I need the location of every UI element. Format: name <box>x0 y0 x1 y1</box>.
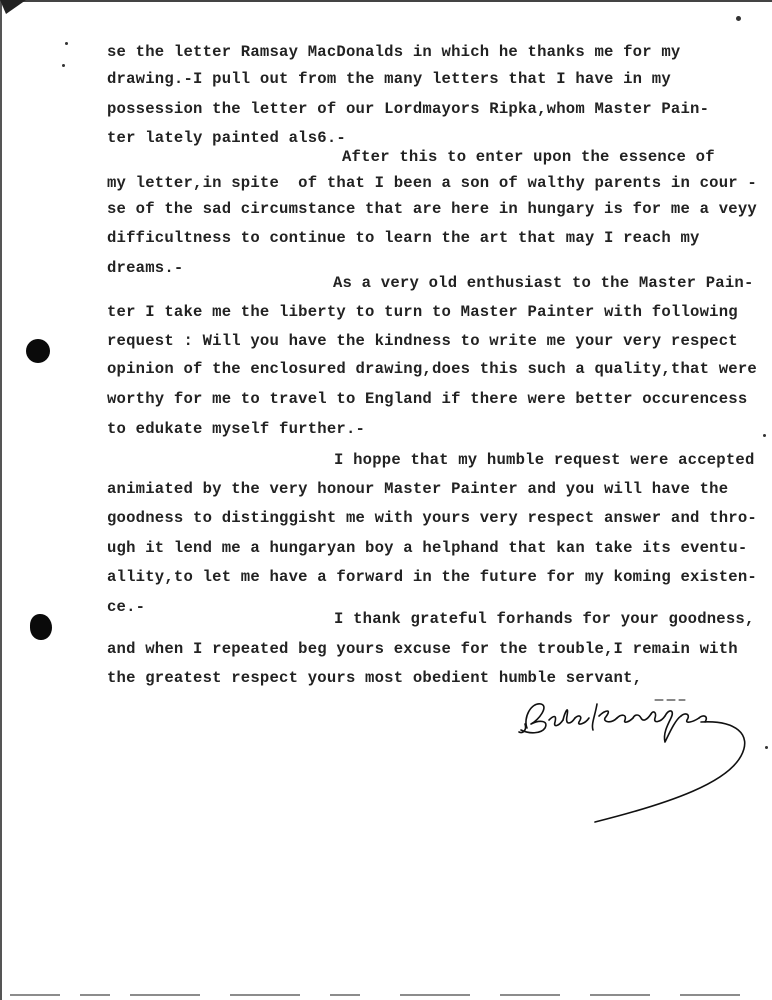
letter-line: worthy for me to travel to England if there were better occurencess <box>107 390 748 408</box>
speck <box>65 42 68 45</box>
speck <box>736 16 741 21</box>
letter-line: As a very old enthusiast to the Master Pain- <box>333 274 754 292</box>
letter-line: ter I take me the liberty to turn to Master Painter with following <box>107 303 738 321</box>
letter-line: drawing.-I pull out from the many letters that I have in my <box>107 70 671 88</box>
letter-line: ugh it lend me a hungaryan boy a helphand that kan take its eventu- <box>107 539 748 557</box>
letter-line: opinion of the enclosured drawing,does this such a quality,that were <box>107 360 757 378</box>
speck <box>765 746 768 749</box>
letter-line: I hoppe that my humble request were accepted <box>334 451 755 469</box>
letter-line: request : Will you have the kindness to write me your very respect <box>107 332 738 350</box>
corner-fold <box>0 0 30 18</box>
letter-line: difficultness to continue to learn the art that may I reach my <box>107 229 700 247</box>
letter-line: se of the sad circumstance that are here in hungary is for me a veyy <box>107 200 757 218</box>
letter-line: ter lately painted als6.- <box>107 129 346 147</box>
speck <box>763 434 766 437</box>
signature <box>505 690 755 830</box>
letter-line: the greatest respect yours most obedient humble servant, <box>107 669 643 687</box>
letter-line: dreams.- <box>107 259 184 277</box>
punch-hole <box>30 614 52 640</box>
letter-line: to edukate myself further.- <box>107 420 366 438</box>
punch-hole <box>26 339 50 363</box>
letter-line: allity,to let me have a forward in the future for my koming existen- <box>107 568 757 586</box>
scan-bottom-edge <box>0 992 772 998</box>
letter-line: ce.- <box>107 598 146 616</box>
letter-line: possession the letter of our Lordmayors Ripka,whom Master Pain- <box>107 100 710 118</box>
letter-line: After this to enter upon the essence of <box>342 148 715 166</box>
letter-line: se the letter Ramsay MacDonalds in which he thanks me for my <box>107 43 681 61</box>
letter-line: I thank grateful forhands for your goodness, <box>334 610 755 628</box>
speck <box>62 64 65 67</box>
letter-line: and when I repeated beg yours excuse for the trouble,I remain with <box>107 640 738 658</box>
scan-edge <box>0 0 772 2</box>
letter-line: animiated by the very honour Master Painter and you will have the <box>107 480 729 498</box>
letter-line: my letter,in spite of that I been a son of walthy parents in cour - <box>107 174 757 192</box>
scan-edge <box>0 0 2 1000</box>
letter-line: goodness to distinggisht me with yours very respect answer and thro- <box>107 509 757 527</box>
